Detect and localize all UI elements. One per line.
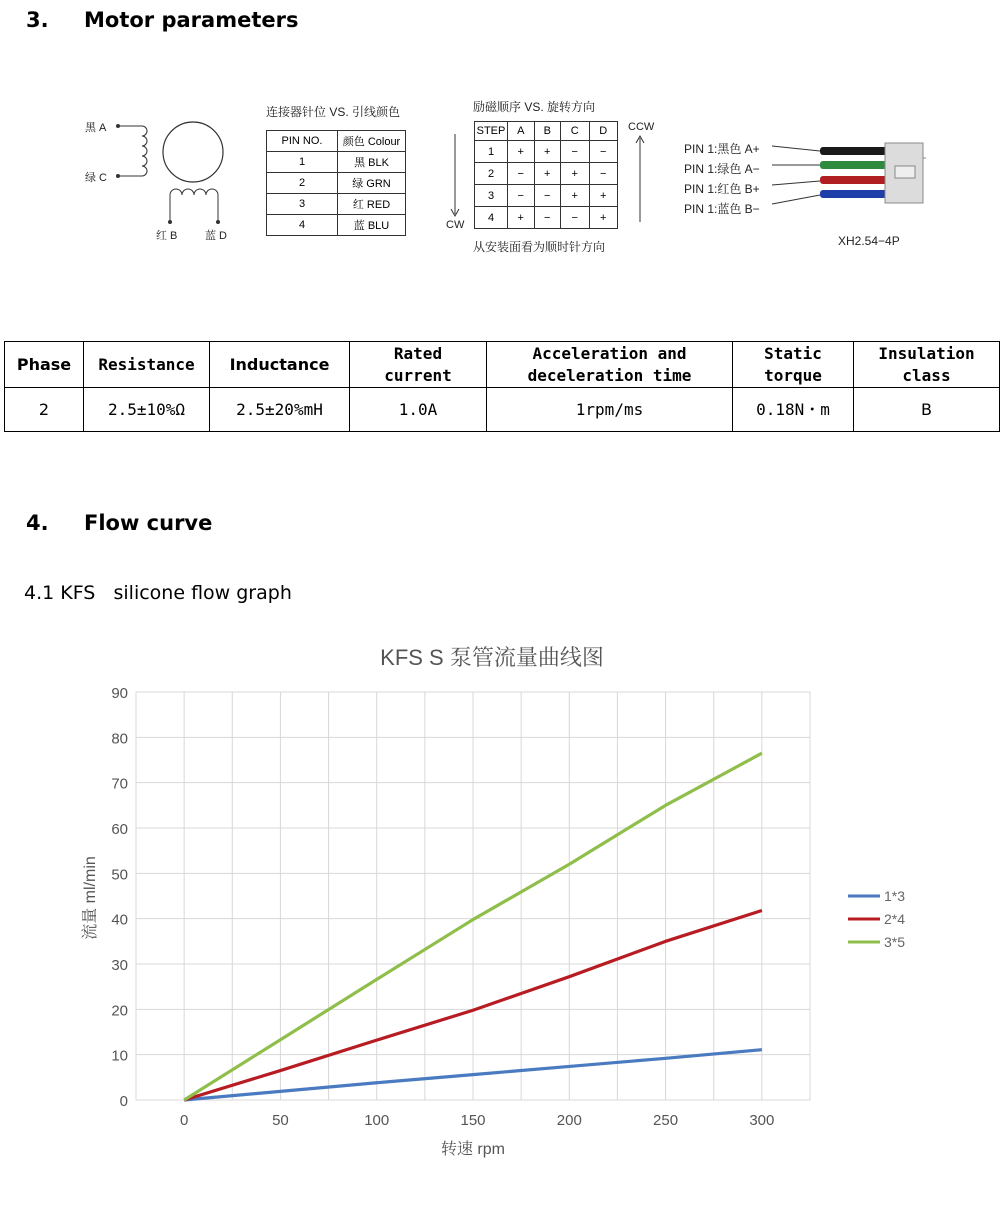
step-header-cell: D: [589, 122, 618, 141]
value-insulation-class: B: [854, 388, 1000, 432]
wire-red: [820, 176, 888, 184]
y-tick-label: 90: [111, 685, 128, 702]
connector-drawing: [770, 138, 930, 218]
pin-cell: 4: [267, 215, 338, 236]
header-accel-time: [487, 342, 733, 388]
x-tick-label: 0: [179, 1112, 189, 1129]
chart-legend: [848, 888, 905, 950]
header-text: Resistance: [98, 354, 195, 374]
header-text: class: [902, 365, 951, 385]
terminal-b-label: 红 B: [156, 230, 178, 242]
value-rated-current: 1.0A: [350, 388, 487, 432]
step-cell: 1: [475, 141, 508, 163]
step-cell: 3: [475, 185, 508, 207]
flow-chart: [0, 630, 960, 1190]
wire-blue: [820, 190, 888, 198]
connector-pin-label: PIN 1:绿色 A−: [684, 162, 760, 176]
step-cell: −: [589, 141, 618, 163]
step-cell: −: [508, 163, 535, 185]
pin-cell: 黑 BLK: [338, 152, 406, 173]
terminal-d-label: 蓝 D: [205, 230, 227, 242]
connector-pin-label: PIN 1:蓝色 B−: [684, 202, 760, 216]
header-text: Static: [764, 343, 822, 363]
connector-pin-label: PIN 1:红色 B+: [684, 182, 760, 196]
cw-label: CW: [446, 219, 465, 231]
step-row: [475, 207, 618, 229]
step-cell: +: [561, 185, 589, 207]
chart-title: KFS S 泵管流量曲线图: [380, 645, 604, 670]
subsection-title: 4.1 KFS silicone flow graph: [24, 582, 292, 604]
y-tick-label: 30: [111, 957, 128, 974]
header-text: current: [384, 365, 452, 385]
pin-header-colour: 颜色 Colour: [338, 131, 406, 152]
header-text: Insulation: [878, 343, 975, 363]
header-inductance: [210, 342, 350, 388]
section-4-heading: [26, 511, 426, 539]
step-table: [474, 121, 618, 229]
x-tick-label: 50: [272, 1112, 289, 1129]
step-cell: +: [589, 207, 618, 229]
cw-arrow-icon: [450, 134, 460, 219]
pin-header-pin: PIN NO.: [267, 131, 338, 152]
ccw-arrow-icon: [635, 134, 645, 224]
step-cell: +: [589, 185, 618, 207]
connector-pin-label: PIN 1:黑色 A+: [684, 142, 760, 156]
y-tick-label: 60: [111, 821, 128, 838]
pin-cell: 蓝 BLU: [338, 215, 406, 236]
step-row: [475, 163, 618, 185]
x-tick-label: 200: [556, 1112, 582, 1129]
ccw-label: CCW: [628, 121, 655, 133]
x-tick-label: 150: [460, 1112, 486, 1129]
pin-table-header: [267, 131, 406, 152]
step-header-cell: C: [561, 122, 589, 141]
section-number: 3.: [26, 8, 49, 32]
step-cell: −: [561, 141, 589, 163]
section-title: Motor parameters: [84, 8, 299, 32]
parameters-header-row: [5, 342, 1000, 388]
header-rated-current: [350, 342, 487, 388]
pin-cell: 绿 GRN: [338, 173, 406, 194]
y-tick-label: 10: [111, 1047, 128, 1065]
step-cell: +: [534, 163, 561, 185]
step-cell: +: [534, 141, 561, 163]
step-cell: −: [534, 185, 561, 207]
legend-label: 1*3: [884, 888, 906, 904]
pin-row: [267, 215, 406, 236]
value-phase: 2: [5, 388, 84, 432]
step-cell: 2: [475, 163, 508, 185]
legend-label: 2*4: [884, 911, 906, 927]
step-cell: −: [561, 207, 589, 229]
section-number: 4.: [26, 511, 49, 535]
step-table-title: 励磁顺序 VS. 旋转方向: [473, 100, 596, 114]
value-accel-time: 1rpm/ms: [487, 388, 733, 432]
legend-label: 3*5: [884, 934, 906, 950]
step-cell: +: [561, 163, 589, 185]
pin-row: [267, 173, 406, 194]
pin-cell: 3: [267, 194, 338, 215]
winding-diagram: [80, 110, 250, 245]
header-static-torque: [733, 342, 854, 388]
header-text: deceleration time: [527, 365, 692, 385]
header-resistance: [84, 342, 210, 388]
pin-cell: 红 RED: [338, 194, 406, 215]
x-tick-label: 100: [364, 1112, 390, 1129]
terminal-c-label: 绿 C: [85, 172, 107, 184]
step-cell: +: [508, 141, 535, 163]
header-text: torque: [764, 365, 822, 385]
step-cell: −: [508, 185, 535, 207]
wire-green: [820, 161, 888, 169]
pin-table: [266, 130, 406, 236]
x-tick-label: 300: [749, 1112, 775, 1129]
y-tick-label: 50: [111, 866, 128, 884]
y-tick-label: 40: [111, 911, 128, 929]
header-text: Rated: [393, 343, 443, 363]
header-text: Acceleration and: [532, 343, 687, 363]
header-insulation-class: [854, 342, 1000, 388]
pin-row: [267, 152, 406, 173]
pin-cell: 2: [267, 173, 338, 194]
header-phase: [5, 342, 84, 388]
header-text: Phase: [16, 354, 72, 374]
value-resistance: 2.5±10%Ω: [84, 388, 210, 432]
chart-ylabel: 流量 ml/min: [82, 856, 99, 940]
pin-row: [267, 194, 406, 215]
x-tick-label: 250: [653, 1112, 679, 1129]
step-header-cell: B: [534, 122, 561, 141]
chart-xlabel: 转速 rpm: [440, 1141, 506, 1158]
connector-model: XH2.54−4P: [838, 234, 900, 248]
value-static-torque: 0.18N・m: [733, 388, 854, 432]
y-tick-label: 0: [119, 1093, 128, 1110]
terminal-a-label: 黑 A: [85, 122, 107, 134]
header-text: Inductance: [229, 354, 330, 374]
step-cell: 4: [475, 207, 508, 229]
y-tick-label: 80: [111, 730, 128, 748]
step-row: [475, 141, 618, 163]
pin-cell: 1: [267, 152, 338, 173]
rotation-note: 从安装面看为顺时针方向: [473, 240, 606, 254]
wire-black: [820, 147, 888, 155]
step-cell: +: [508, 207, 535, 229]
pin-table-title: 连接器针位 VS. 引线颜色: [266, 105, 401, 119]
step-cell: −: [589, 163, 618, 185]
step-header-cell: A: [508, 122, 535, 141]
step-row: [475, 185, 618, 207]
step-cell: −: [534, 207, 561, 229]
section-3-heading: [26, 8, 426, 36]
value-inductance: 2.5±20%mH: [210, 388, 350, 432]
y-tick-label: 70: [111, 775, 128, 793]
chart-grid: [136, 692, 810, 1100]
parameters-value-row: [5, 388, 1000, 432]
parameters-table: [4, 341, 1000, 432]
section-title: Flow curve: [84, 511, 213, 535]
step-header-cell: STEP: [475, 122, 508, 141]
step-table-header: [475, 122, 618, 141]
y-tick-label: 20: [111, 1002, 128, 1020]
